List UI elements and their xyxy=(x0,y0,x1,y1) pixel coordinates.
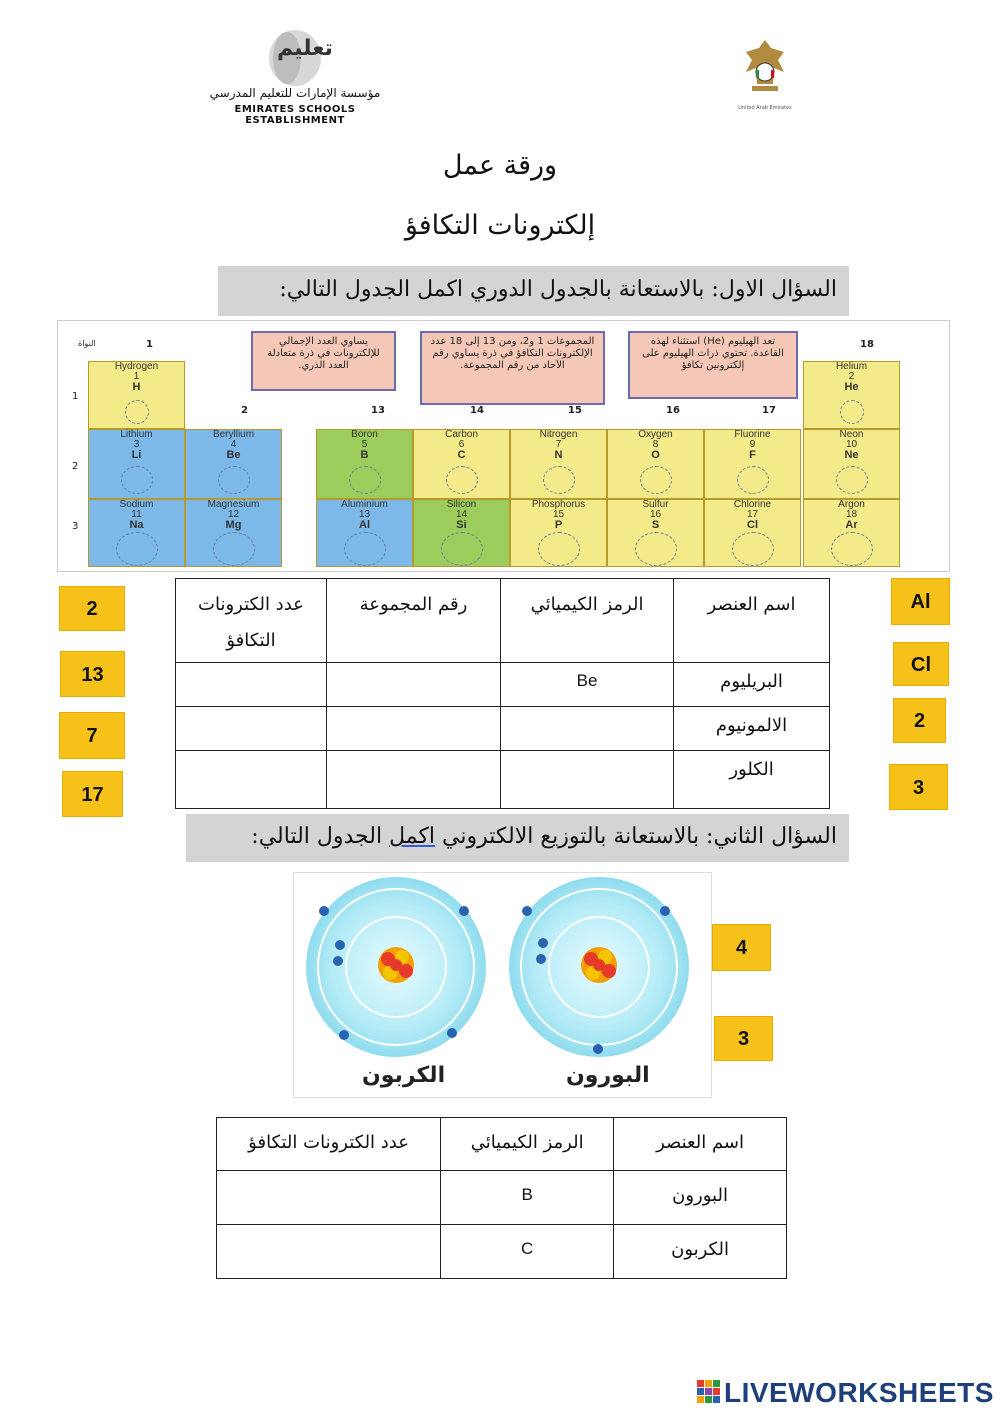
element-name: Lithium xyxy=(120,429,153,440)
table-header: عدد الكترونات التكافؤ xyxy=(176,579,327,663)
group-number: 15 xyxy=(568,405,582,416)
callout-helium-exception: تعد الهيليوم (He) استثناء لهذه القاعدة. تحتوي ذرات الهيليوم على إلكترونين تكافؤ xyxy=(628,331,798,399)
element-symbol: S xyxy=(651,519,660,531)
table-header: الرمز الكيميائي xyxy=(501,579,674,663)
element-name: Hydrogen xyxy=(114,361,159,372)
element-cell xyxy=(803,499,900,567)
element-cell xyxy=(607,499,704,567)
atom-diagram xyxy=(635,532,677,566)
element-name-cell: الالمونيوم xyxy=(674,707,830,751)
symbol-cell: B xyxy=(441,1171,614,1225)
element-number: 5 xyxy=(361,439,368,450)
element-name: Carbon xyxy=(445,429,478,440)
element-symbol: Al xyxy=(359,519,370,531)
ese-logo-word: تعليم xyxy=(277,36,333,61)
element-name: Sulfur xyxy=(642,499,669,510)
element-cell xyxy=(88,361,185,429)
row-number: 2 xyxy=(72,461,79,472)
carbon-label: الكربون xyxy=(362,1063,446,1088)
ese-logo xyxy=(195,28,395,126)
answer-chip[interactable]: 7 xyxy=(59,712,125,759)
ese-name-en: EMIRATES SCHOOLS ESTABLISHMENT xyxy=(234,104,356,126)
group-number: 18 xyxy=(860,339,874,350)
element-symbol: Si xyxy=(456,519,467,531)
symbol-drop-cell[interactable] xyxy=(501,707,674,751)
atom-diagram xyxy=(116,532,158,566)
element-cell xyxy=(803,429,900,499)
atom-diagram xyxy=(344,532,386,566)
question1-table xyxy=(175,578,830,809)
atom-diagram xyxy=(732,532,774,566)
callout-group-rule: المجموعات 1 و2، ومن 13 إلى 18 عدد الإلكترونات التكافؤ في ذرة يساوي رقم الآحاد من رقم المجموعة. xyxy=(420,331,605,405)
element-name: Aluminium xyxy=(341,499,388,510)
element-cell xyxy=(704,429,801,499)
table-header: اسم العنصر xyxy=(674,579,830,663)
question-2-text: السؤال الثاني: بالاستعانة بالتوزيع الالكتروني xyxy=(435,824,837,849)
element-symbol: Mg xyxy=(225,519,242,531)
group-drop-cell[interactable] xyxy=(326,751,500,809)
element-cell xyxy=(607,429,704,499)
answer-chip[interactable]: Al xyxy=(891,578,950,625)
liveworksheets-logo-icon xyxy=(697,1380,721,1404)
page-subtitle: إلكترونات التكافؤ xyxy=(404,210,596,241)
answer-chip[interactable]: 2 xyxy=(59,586,125,631)
group-drop-cell[interactable] xyxy=(326,663,500,707)
atom-diagram xyxy=(538,532,580,566)
row-number: 1 xyxy=(72,391,79,402)
element-name: Oxygen xyxy=(638,429,673,440)
table-header: رقم المجموعة xyxy=(326,579,500,663)
element-symbol: F xyxy=(749,449,756,461)
atom-diagram xyxy=(737,466,769,494)
element-name-cell: البريليوم xyxy=(674,663,830,707)
symbol-cell[interactable]: Be xyxy=(501,663,674,707)
page-title: ورقة عمل xyxy=(442,150,558,181)
element-name: Helium xyxy=(835,361,868,372)
element-symbol: B xyxy=(360,449,369,461)
element-number: 6 xyxy=(458,439,465,450)
answer-chip[interactable]: 2 xyxy=(893,698,946,743)
element-cell xyxy=(316,499,413,567)
table-header: اسم العنصر xyxy=(614,1118,787,1171)
valence-drop-cell[interactable] xyxy=(176,707,327,751)
atom-diagram xyxy=(441,532,483,566)
atom-diagram xyxy=(213,532,255,566)
element-cell xyxy=(413,429,510,499)
element-number: 18 xyxy=(845,509,858,520)
element-number: 16 xyxy=(649,509,662,520)
question-1: السؤال الاول: بالاستعانة بالجدول الدوري اكمل الجدول التالي: xyxy=(218,266,849,316)
element-symbol: H xyxy=(132,381,141,393)
element-name: Neon xyxy=(839,429,864,440)
table-row xyxy=(217,1225,787,1279)
element-name: Sodium xyxy=(119,499,154,510)
element-number: 12 xyxy=(227,509,240,520)
element-cell xyxy=(510,429,607,499)
group-number: 2 xyxy=(241,405,248,416)
group-drop-cell[interactable] xyxy=(326,707,500,751)
symbol-drop-cell[interactable] xyxy=(501,751,674,809)
element-number: 4 xyxy=(230,439,237,450)
element-number: 9 xyxy=(749,439,756,450)
element-name-cell: الكربون xyxy=(614,1225,787,1279)
uae-emblem xyxy=(738,38,792,111)
element-number: 3 xyxy=(133,439,140,450)
atom-diagram xyxy=(121,466,153,494)
symbol-cell: C xyxy=(441,1225,614,1279)
element-number: 13 xyxy=(358,509,371,520)
element-number: 7 xyxy=(555,439,562,450)
element-name: Phosphorus xyxy=(531,499,586,510)
element-name: Argon xyxy=(838,499,865,510)
atom-diagram xyxy=(840,400,864,424)
element-name: Beryllium xyxy=(212,429,255,440)
atom-diagram xyxy=(831,532,873,566)
atom-diagram xyxy=(446,466,478,494)
element-number: 8 xyxy=(652,439,659,450)
element-name: Fluorine xyxy=(734,429,771,440)
element-symbol: Li xyxy=(131,449,142,461)
element-name: Chlorine xyxy=(733,499,772,510)
nucleus-label: النواة xyxy=(78,339,96,348)
row-number: 3 xyxy=(72,521,79,532)
answer-chip[interactable]: 3 xyxy=(714,1016,773,1061)
periodic-table-figure xyxy=(57,320,950,572)
element-cell xyxy=(704,499,801,567)
element-cell xyxy=(185,499,282,567)
atom-models-icon xyxy=(294,873,713,1099)
answer-chip[interactable]: 17 xyxy=(62,771,123,817)
group-number: 16 xyxy=(666,405,680,416)
element-cell xyxy=(803,361,900,429)
question-2-text-end: الجدول التالي: xyxy=(251,824,390,849)
question-2 xyxy=(186,814,849,862)
element-number: 11 xyxy=(131,509,142,520)
element-name: Magnesium xyxy=(207,499,260,510)
table-row xyxy=(217,1171,787,1225)
valence-drop-cell[interactable] xyxy=(176,663,327,707)
group-number: 13 xyxy=(371,405,385,416)
falcon-emblem-icon xyxy=(740,38,790,104)
element-cell xyxy=(510,499,607,567)
element-symbol: Ar xyxy=(845,519,858,531)
table-row xyxy=(176,663,830,707)
atom-diagram xyxy=(836,466,868,494)
group-number: 14 xyxy=(470,405,484,416)
valence-drop-cell[interactable] xyxy=(217,1171,441,1225)
valence-drop-cell[interactable] xyxy=(217,1225,441,1279)
boron-label: البورون xyxy=(566,1063,650,1088)
atom-diagram xyxy=(218,466,250,494)
element-cell xyxy=(185,429,282,499)
atom-diagram xyxy=(543,466,575,494)
element-number: 1 xyxy=(133,371,140,382)
element-symbol: Cl xyxy=(747,519,758,531)
element-symbol: Na xyxy=(129,519,144,531)
element-cell xyxy=(88,429,185,499)
element-symbol: He xyxy=(844,381,859,393)
element-symbol: Ne xyxy=(844,449,859,461)
element-symbol: Be xyxy=(226,449,241,461)
element-name: Silicon xyxy=(446,499,477,510)
atom-models-figure xyxy=(293,872,712,1098)
element-symbol: P xyxy=(554,519,563,531)
emblem-caption: United Arab Emirates xyxy=(738,105,792,111)
answer-chip[interactable]: 13 xyxy=(60,651,125,697)
liveworksheets-brand: LIVEWORKSHEETS xyxy=(724,1377,994,1408)
element-number: 17 xyxy=(746,509,759,520)
table-row xyxy=(176,751,830,809)
element-cell xyxy=(316,429,413,499)
element-number: 14 xyxy=(455,509,468,520)
answer-chip[interactable]: 4 xyxy=(712,924,771,971)
element-symbol: O xyxy=(651,449,660,461)
element-number: 10 xyxy=(845,439,858,450)
group-number: 17 xyxy=(762,405,776,416)
answer-chip[interactable]: Cl xyxy=(893,642,949,686)
element-symbol: N xyxy=(554,449,563,461)
ese-name-ar: مؤسسة الإمارات للتعليم المدرسي xyxy=(209,86,381,100)
element-name: Boron xyxy=(351,429,378,440)
atom-diagram xyxy=(125,400,149,424)
valence-drop-cell[interactable] xyxy=(176,751,327,809)
element-cell xyxy=(88,499,185,567)
callout-atomic-number: يساوي العدد الإجمالي للإلكترونات في ذرة متعادلة العدد الذري. xyxy=(251,331,396,391)
atom-diagram xyxy=(640,466,672,494)
element-number: 15 xyxy=(552,509,565,520)
atom-diagram xyxy=(349,466,381,494)
element-cell xyxy=(413,499,510,567)
element-name-cell: البورون xyxy=(614,1171,787,1225)
answer-chip[interactable]: 3 xyxy=(889,764,948,810)
element-number: 2 xyxy=(848,371,855,382)
element-name-cell: الكلور xyxy=(674,751,830,809)
table-header: الرمز الكيميائي xyxy=(441,1118,614,1171)
element-symbol: C xyxy=(457,449,466,461)
table-header: عدد الكترونات التكافؤ xyxy=(217,1118,441,1171)
table-row xyxy=(176,707,830,751)
question-2-link: اكمل xyxy=(389,824,436,849)
element-name: Nitrogen xyxy=(539,429,578,440)
question2-table xyxy=(216,1117,787,1279)
group-number: 1 xyxy=(146,339,153,350)
